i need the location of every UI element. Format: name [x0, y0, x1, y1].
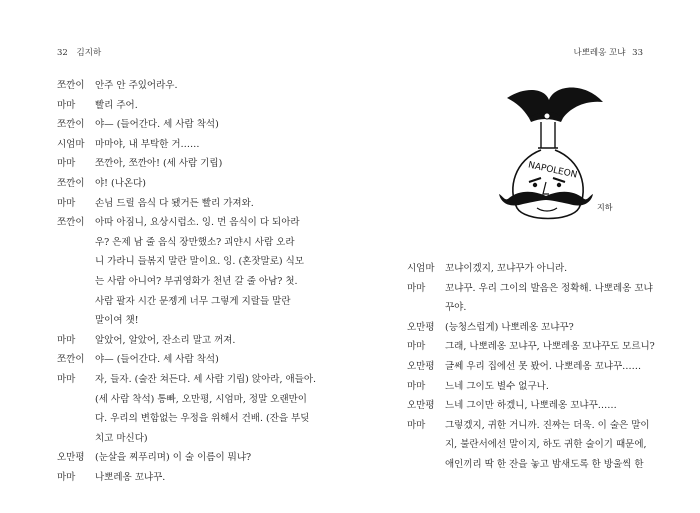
left-page-number: 32: [57, 48, 68, 58]
speaker-name: 마마: [57, 158, 76, 170]
dialogue-line: 지, 불란서에선 말이지, 하도 귀한 술이기 때문에,: [445, 439, 647, 451]
speaker-name: 쪼깐이: [57, 217, 85, 229]
speaker-name: 마마: [407, 380, 426, 392]
dialogue-line: 빨리 주어.: [95, 99, 138, 111]
speaker-name: 마마: [57, 334, 76, 346]
speaker-name: 시엄마: [57, 138, 85, 150]
speaker-name: 오만평: [57, 452, 85, 464]
speaker-name: 오만평: [407, 361, 435, 372]
dialogue-line: 말이여 챗!: [95, 315, 139, 327]
dialogue-line: 야! (나온다): [95, 178, 146, 189]
speaker-name: 쪼깐이: [57, 119, 85, 131]
speaker-name: 시엄마: [407, 263, 435, 274]
dialogue-line: 느네 그이도 별수 없구나.: [445, 380, 549, 392]
dialogue-line: 나뽀레옹 꼬냐꾸.: [95, 472, 166, 483]
dialogue-line: 꼬냐꾸. 우리 그이의 발음은 정확해. 나뽀레옹 꼬냐: [445, 282, 653, 294]
bottle-label: NAPOLEON: [527, 160, 579, 181]
dialogue-line: 우? 은제 남 줄 음식 장만했소? 괴얀시 사람 오라: [95, 236, 295, 248]
dialogue-line: 사람 팔자 시간 문젱게 너무 그렇게 지랄들 말란: [95, 295, 291, 307]
dialogue-line: 애인끼리 딱 한 잔을 놓고 밤새도록 한 방울씩 한: [445, 459, 644, 470]
dialogue-line: 꾸야.: [445, 302, 467, 314]
speaker-name: 마마: [407, 419, 426, 431]
napoleon-caricature-illustration: [445, 78, 645, 228]
speaker-name: 오만평: [407, 321, 435, 333]
left-running-head: [57, 46, 101, 58]
dialogue-line: 글쎄 우리 집에선 못 봤어. 나뽀레옹 꼬냐꾸……: [445, 361, 642, 372]
dialogue-line: 마마야, 내 부탁한 거……: [95, 138, 200, 150]
artist-signature: 지하: [597, 203, 613, 212]
dialogue-line: (눈살을 찌푸리며) 이 술 이름이 뭐냐?: [95, 452, 252, 464]
right-running-head: [574, 46, 644, 58]
speaker-name: 마마: [57, 472, 76, 483]
dialogue-line: 다. 우리의 변함없는 우정을 위해서 건배. (잔을 부딪: [95, 413, 310, 425]
speaker-name: 마마: [57, 99, 76, 111]
dialogue-line: 그래, 나뽀레옹 꼬냐꾸, 나뽀레옹 꼬냐꾸도 모르니?: [445, 341, 655, 353]
dialogue-line: 야— (들어간다. 세 사람 착석): [95, 119, 219, 131]
dialogue-line: 안주 안 주있어라우.: [95, 80, 178, 91]
speaker-name: 쪼깐이: [57, 178, 85, 189]
right-title: 나뽀레옹 꼬냐: [573, 48, 626, 58]
dialogue-line: 아따 아짐니, 요상시럽소. 잉. 먼 음식이 다 되아라: [95, 217, 300, 229]
speaker-name: 마마: [407, 341, 426, 353]
dialogue-line: 치고 마신다): [95, 432, 148, 444]
dialogue-line: 손님 드릴 음식 다 됐거든 빨리 가져와.: [95, 197, 254, 209]
speaker-name: 오만평: [407, 400, 435, 412]
right-page-number: 33: [632, 48, 643, 58]
dialogue-line: (세 사람 착석) 통빠, 오만평, 시엄마, 정말 오랜만이: [95, 393, 307, 405]
right-page: [350, 0, 700, 513]
dialogue-line: 니 가라니 들볶지 말란 말이요. 잉. (혼잣말로) 식모: [95, 256, 304, 268]
dialogue-line: 알았어, 알았어, 잔소리 말고 꺼져.: [95, 334, 236, 346]
dialogue-line: 자, 들자. (술잔 쳐든다. 세 사람 기립) 앉아라, 애들아.: [95, 374, 317, 385]
speaker-name: 마마: [407, 282, 426, 294]
dialogue-line: 야— (들어간다. 세 사람 착석): [95, 354, 219, 366]
dialogue-line: 꼬냐이겠지, 꼬냐꾸가 아니라.: [445, 263, 568, 274]
dialogue-line: 쪼깐아, 쪼깐아! (세 사람 기립): [95, 158, 223, 170]
speaker-name: 쪼깐이: [57, 80, 85, 91]
dialogue-line: 그렇겠지, 귀한 거니까. 진짜는 더욱. 이 술은 말이: [445, 419, 650, 431]
dialogue-line: (능청스럽게) 나뽀레옹 꼬냐꾸?: [445, 321, 574, 333]
speaker-name: 마마: [57, 374, 76, 385]
speaker-name: 쪼깐이: [57, 354, 85, 366]
dialogue-line: 는 사람 아니여? 부귀영화가 천년 갈 줄 아남? 첫.: [95, 276, 298, 287]
left-author: 김지하: [76, 48, 102, 58]
dialogue-line: 느네 그이만 하겠니, 나뽀레옹 꼬냐꾸……: [445, 400, 617, 412]
speaker-name: 마마: [57, 197, 76, 209]
